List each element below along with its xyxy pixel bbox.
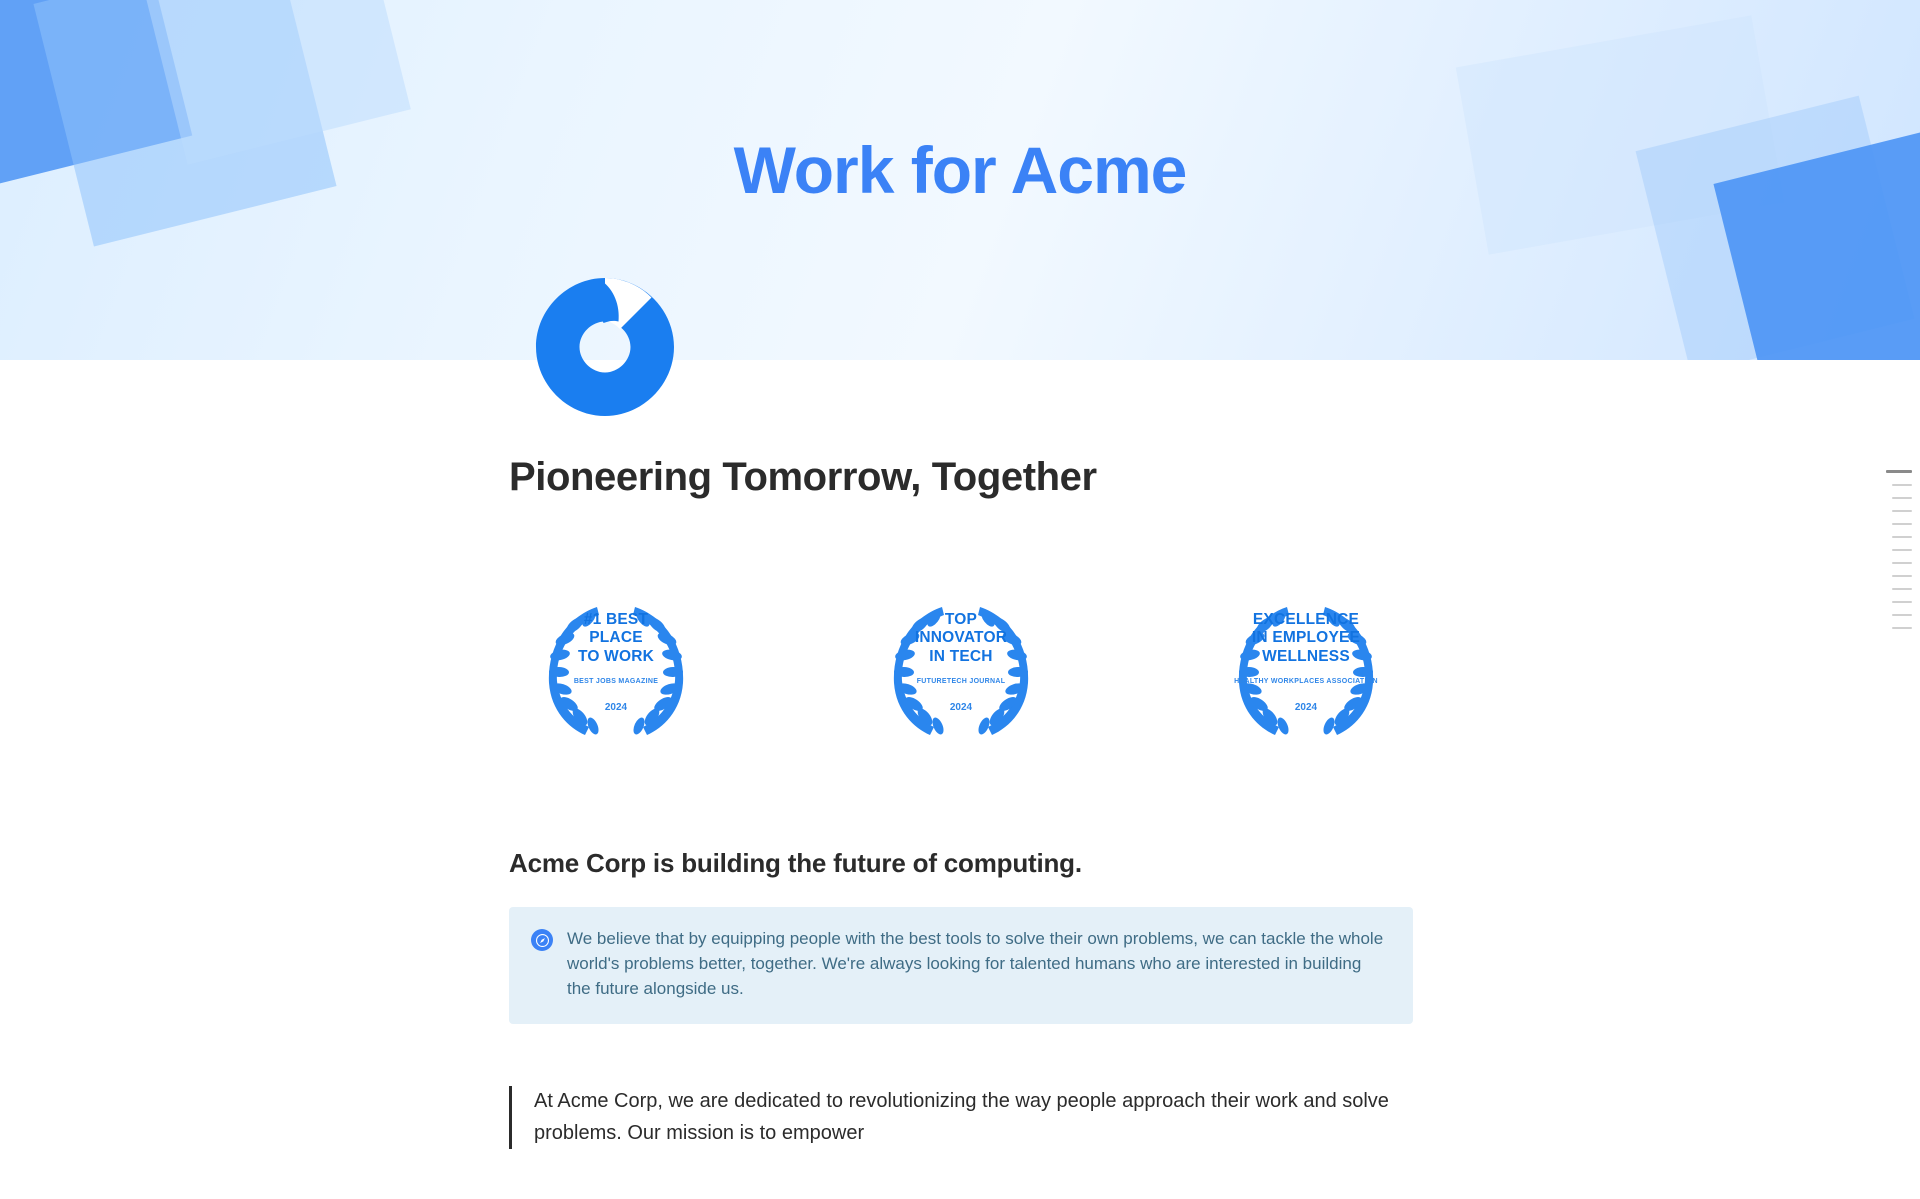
page-title: Pioneering Tomorrow, Together: [509, 455, 1097, 499]
minimap-mark[interactable]: [1892, 614, 1912, 616]
award-year: 2024: [1294, 702, 1318, 713]
minimap-mark[interactable]: [1892, 601, 1912, 603]
award-org: BEST JOBS MAGAZINE: [573, 678, 659, 685]
award-title: [1201, 611, 1411, 666]
minimap-mark[interactable]: [1892, 484, 1912, 486]
award-year: 2024: [949, 702, 973, 713]
award-org: FUTURETECH JOURNAL: [916, 678, 1006, 685]
award-title: [856, 611, 1066, 666]
award-line-1: TOP: [944, 611, 978, 628]
award-year: 2024: [604, 702, 628, 713]
minimap-mark[interactable]: [1892, 510, 1912, 512]
award-line-2: IN EMPLOYEE: [1251, 629, 1361, 647]
minimap-mark[interactable]: [1892, 562, 1912, 564]
award-badge: [856, 583, 1066, 753]
award-badge: [1201, 583, 1411, 753]
hero-title: Work for Acme: [733, 133, 1187, 207]
minimap-mark[interactable]: [1892, 575, 1912, 577]
award-line-3: WELLNESS: [1262, 647, 1350, 665]
minimap-mark[interactable]: [1892, 497, 1912, 499]
award-line-2: INNOVATOR: [914, 629, 1008, 647]
minimap-mark[interactable]: [1892, 549, 1912, 551]
quote-text: At Acme Corp, we are dedicated to revolutionizing the way people approach their work and solve problems. Our mission is to empower: [534, 1089, 1389, 1144]
award-org: HEALTHY WORKPLACES ASSOCIATION: [1234, 678, 1378, 685]
minimap-mark[interactable]: [1892, 536, 1912, 538]
compass-icon: [531, 929, 553, 951]
award-line-2: PLACE: [589, 629, 643, 647]
acme-logo-icon: [530, 272, 680, 422]
award-title: [511, 611, 721, 666]
section-heading: Acme Corp is building the future of computing.: [509, 848, 1082, 878]
document-minimap[interactable]: [1878, 470, 1912, 629]
minimap-mark[interactable]: [1892, 588, 1912, 590]
hero-banner: [0, 0, 1920, 360]
page-content: [0, 360, 1920, 1149]
minimap-mark-active[interactable]: [1886, 470, 1912, 473]
award-line-3: IN TECH: [929, 647, 993, 665]
award-line-1: EXCELLENCE: [1252, 611, 1360, 628]
awards-row: [509, 583, 1413, 753]
minimap-mark[interactable]: [1892, 523, 1912, 525]
minimap-mark[interactable]: [1892, 627, 1912, 629]
award-line-3: TO WORK: [577, 647, 655, 665]
callout-box: [509, 907, 1413, 1024]
award-badge: [511, 583, 721, 753]
award-line-1: #1 BEST: [583, 611, 649, 628]
callout-text: We believe that by equipping people with the best tools to solve their own problems, we can tackle the whole world's problems better, together. We're always looking for talented humans who are interested in building the future alongside us.: [567, 929, 1384, 998]
quote-block: [509, 1086, 1413, 1149]
